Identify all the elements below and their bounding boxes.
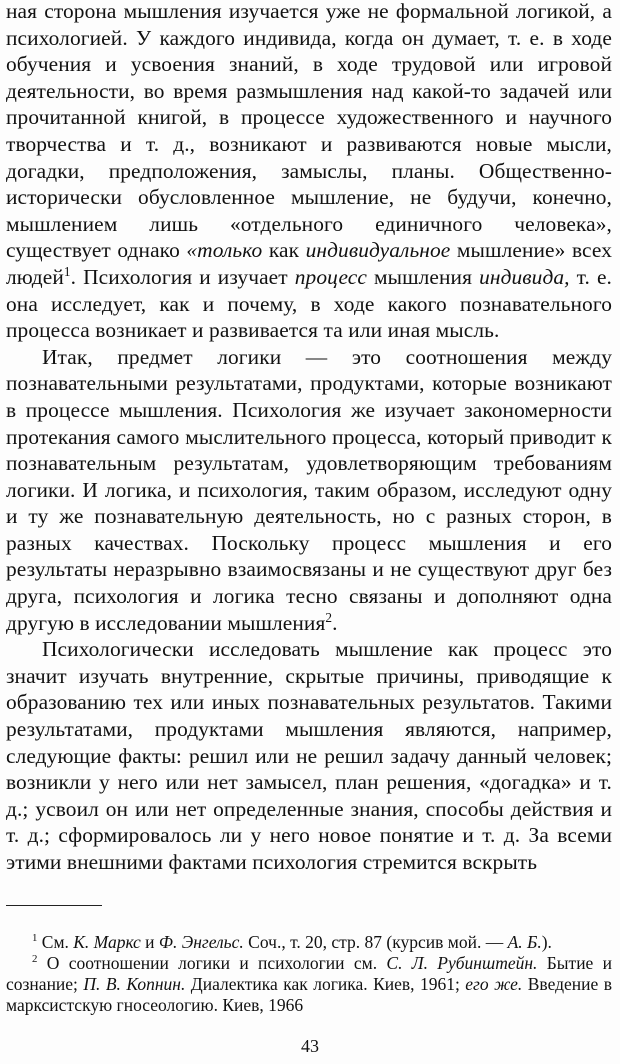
text-segment: Итак, предмет логики — это соотношения между познавательными результатами, продуктами, которые возникают в процессе мышления. Психология же изучает закономерности протекания самого мыслительного процесса, который приводит к познавательным результатам, удовлетворяющим требованиям логики. И логика, и психология, таким образом, исследуют одну и ту же познавательную деятельность, но с разных сторон, в разных качествах. Поскольку процесс мышления и его результаты неразрывно взаимосвязаны и не существуют друг без друга, психология и логика тесно связаны и дополняют одна другую в исследовании мышления <box>6 344 612 635</box>
text-segment: Бытие и сознание; <box>6 953 613 994</box>
text-segment: Введение в марксистскую гносеологию. Киев, 1966 <box>6 974 612 1015</box>
italic-text: А. Б. <box>507 932 542 952</box>
italic-text: П. В. Копнин. <box>83 974 186 994</box>
paragraph <box>6 636 612 875</box>
text-segment: мышления <box>366 264 480 289</box>
text-segment: как <box>262 238 306 263</box>
text-segment: ная сторона мышления изучается уже не формальной логикой, а психологией. У каждого индивида, когда он думает, т. е. в ходе обучения и усвоения знаний, в ходе трудовой или игровой деятельности, во время размышления над какой-то задачей или прочитанной книгой, в процессе художественного и научного творчества и т. д., возникают и развиваются новые мысли, догадки, предположения, замыслы, планы. Общественно-исторически обусловленное мышление, не будучи, конечно, мышлением лишь «отдельного единичного человека», существует однако <box>6 0 612 263</box>
text-segment: т. е. она исследует, как и почему, в ходе какого познавательного процесса возникает и развивается та или иная мысль. <box>6 264 612 343</box>
text-segment: Соч., т. 20, стр. 87 (курсив мой. — <box>243 932 508 952</box>
footnotes <box>6 932 612 1016</box>
italic-text: индивидуальное <box>305 238 451 263</box>
footnote-ref: 1 <box>32 932 38 945</box>
italic-text: индивида, <box>479 264 570 289</box>
italic-text: Ф. Энгельс. <box>158 932 244 952</box>
footnote-ref: 2 <box>325 609 333 625</box>
footnote-ref: 2 <box>32 953 38 966</box>
text-segment: См. <box>37 932 74 952</box>
page-number: 43 <box>301 1036 319 1056</box>
text-segment: ). <box>541 932 552 952</box>
italic-text: «только <box>186 238 263 263</box>
text-segment: . <box>332 610 338 635</box>
italic-text: К. Маркс <box>73 932 141 952</box>
italic-text: С. Л. Рубинштейн. <box>386 953 538 973</box>
text-segment: О соотношении логики и психологии см. <box>37 953 387 973</box>
text-segment: Психологически исследовать мышление как процесс это значит изучать внутренние, скрытые причины, приводящие к образованию тех или иных познавательных результатов. Такими результатами, продуктами мышления являются, например, следующие факты: решил или не решил задачу данный человек; возникли у него или нет замысел, план решения, «догадка» и т. д.; усвоил он или нет определенные знания, способы действия и т. д.; сформировалось ли у него новое понятие и т. д. За всеми этими внешними фактами психология стремится вскрыть <box>6 637 612 874</box>
text-segment: . Психология и изучает <box>70 264 295 289</box>
italic-text: процесс <box>294 264 367 289</box>
main-text <box>6 0 612 876</box>
footnote-divider <box>6 905 102 906</box>
text-segment: Диалектика как логика. Киев, 1961; <box>185 974 466 994</box>
footnote <box>6 932 612 953</box>
text-segment: мышление» всех людей <box>6 238 612 289</box>
footnote-ref: 1 <box>63 263 71 279</box>
paragraph <box>6 0 612 344</box>
footnote <box>6 953 612 1016</box>
italic-text: его же. <box>465 974 523 994</box>
paragraph <box>6 344 612 637</box>
text-segment: и <box>140 932 159 952</box>
